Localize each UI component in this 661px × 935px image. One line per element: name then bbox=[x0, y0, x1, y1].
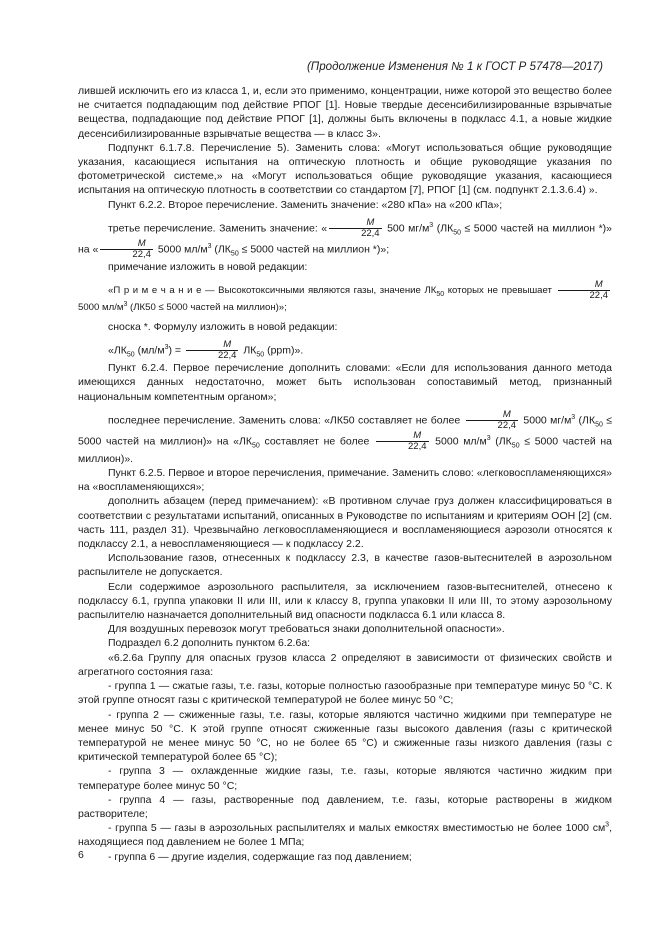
fraction-m-over-22-4: $\frac{M}{22,4}$ bbox=[329, 218, 382, 239]
paragraph-with-fractions: третье перечисление. Заменить значение: « $\frac{M}{22,4}$ 500 $мг/м^3$ ($ЛК_{50} \le 5000$ частей на миллион *)» на « $\frac{M}{22,4}$ 5000 $мл/м^3$ ($ЛК_{50} \le 5000$ частей на миллион *)»; bbox=[78, 216, 613, 260]
note: «П р и м е ч а н и е — Высокотоксичными являются газы, значение $ЛК_{50}$ которых не превышает $\frac{M}{22,4}$ 5000 $мл/м^3$ (ЛК50 ≤ 5000 частей на миллион)»; bbox=[78, 279, 608, 314]
paragraph: Пункт 6.2.4. Первое перечисление дополнить словами: «Если для использования данного метода имеющихся данных недостаточно, может быть использован сопоставимый метод, признанный национальным компетентным органом»; bbox=[78, 362, 612, 403]
body-text bbox=[78, 84, 612, 864]
list-item: - группа 3 — охлажденные жидкие газы, т.е. газы, которые являются частично жидким при температуре более минус 50 °С; bbox=[78, 765, 612, 792]
running-header: (Продолжение Изменения № 1 к ГОСТ Р 57478—2017) bbox=[306, 60, 603, 73]
paragraph: Использование газов, отнесенных к подклассу 2.3, в качестве газов-вытеснителей в аэрозольном распылителе не допускается. bbox=[78, 552, 612, 579]
paragraph: Пункт 6.2.5. Первое и второе перечисления, примечание. Заменить слово: «легковоспламеняющихся» на «воспламеняющихся»; bbox=[78, 467, 612, 494]
fraction-m-over-22-4: $\frac{M}{22,4}$ bbox=[100, 239, 153, 260]
paragraph: Подпункт 6.1.7.8. Перечисление 5). Заменить слова: «Могут использоваться общие руководящие указания, касающиеся испытания на оптическую плотность и общие руководящие указания по фотометрической системе,» на «Могут использоваться общие руководящие указания, касающиеся испытания на оптическую плотность в соответствии со стандартом [7], РПОГ [1] (см. подпункт 2.1.3.6.4) ». bbox=[78, 141, 612, 197]
list-item: - группа 1 — сжатые газы, т.е. газы, которые полностью газообразные при температуре минус 50 °С. К этой группе относят газы с критической температурой не более минус 50 °С; bbox=[78, 680, 612, 707]
paragraph: сноска *. Формулу изложить в новой редакции: bbox=[108, 321, 338, 334]
paragraph: Пункт 6.2.2. Второе перечисление. Заменить значение: «280 кПа» на «200 кПа»; bbox=[108, 198, 503, 211]
page-number: 6 bbox=[78, 849, 84, 861]
fraction-m-over-22-4: $\frac{M}{22,4}$ bbox=[376, 431, 429, 452]
paragraph: лившей исключить его из класса 1, и, если это применимо, концентрации, ниже которой это вещество более не считается подпадающим под действие РПОГ [1]. Новые твердые десенсибилизированные взрывчатые вещества, подпадающие под действие РПОГ [1], должны быть включены в подкласс 4.1, а новые жидкие десенсибилизированные взрывчатые вещества — в класс 3». bbox=[78, 85, 612, 140]
fraction-m-over-22-4: $\frac{M}{22,4}$ bbox=[466, 410, 519, 431]
paragraph: дополнить абзацем (перед примечанием): «В противном случае груз должен классифицироваться в соответствии с результатами испытаний, описанных в Руководстве по испытаниям и критериям ООН [2] (см. часть 111, раздел 31). Чрезвычайно легковоспламеняющиеся и воспламеняющиеся аэрозоли относятся к подклассу 2.1, а невоспламеняющиеся — к подклассу 2.2. bbox=[78, 495, 612, 551]
fraction-m-over-22-4: $\frac{M}{22,4}$ bbox=[558, 280, 611, 301]
list-item: - группа 2 — сжиженные газы, т.е. газы, которые являются частично жидкими при температуре не менее минус 50 °С. К этой группе относят сжиженные газы высокого давления (газы с критической температурой не менее минус 50 °С, но не более 65 °С) и сжиженные газы низкого давления (газы с критической температурой более 65 °С); bbox=[78, 708, 612, 764]
paragraph: Если содержимое аэрозольного распылителя, за исключением газов-вытеснителей, отнесено к подклассу 6.1, группа упаковки II или III, или к классу 8, группа упаковки II или III, то этому аэрозольному распылителю назначается дополнительный вид опасности подкласса 6.1 или класса 8. bbox=[78, 580, 612, 622]
paragraph-with-fractions: последнее перечисление. Заменить слова: «ЛК50 составляет не более $\frac{M}{22,4}$ 5000 $мг/м^3$ ($ЛК_{50} \le 5000$ частей на миллион)» на «$ЛК_{50}$ составляет не более $\frac{M}{22,4}$ 5000 $мл/м^3$ ($ЛК_{50} \le 5000$ частей на миллион)». bbox=[78, 408, 613, 465]
list-item: - группа 5 — газы в аэрозольных распылителях и малых емкостях вместимостью не более 1000 $см^3$, находящиеся под давлением не более 1 МПа; bbox=[78, 821, 612, 849]
formula: «$ЛК_{50}$ $(мл/м^3)$ = $\frac{M}{22,4}$ $ЛК_{50}$ (ppm)». bbox=[108, 339, 304, 362]
paragraph: примечание изложить в новой редакции: bbox=[108, 260, 308, 273]
fraction-m-over-22-4: $\frac{M}{22,4}$ bbox=[186, 340, 239, 361]
list-item: - группа 4 — газы, растворенные под давлением, т.е. газы, которые растворены в жидком растворителе; bbox=[78, 793, 612, 820]
paragraph: «6.2.6а Группу для опасных грузов класса 2 определяют в зависимости от физических свойств и агрегатного состояния газа: bbox=[78, 651, 612, 678]
paragraph: Для воздушных перевозок могут требоваться знаки дополнительной опасности». bbox=[108, 623, 505, 636]
list-item: - группа 6 — другие изделия, содержащие газ под давлением; bbox=[108, 850, 412, 863]
paragraph: Подраздел 6.2 дополнить пунктом 6.2.6а: bbox=[108, 637, 311, 650]
